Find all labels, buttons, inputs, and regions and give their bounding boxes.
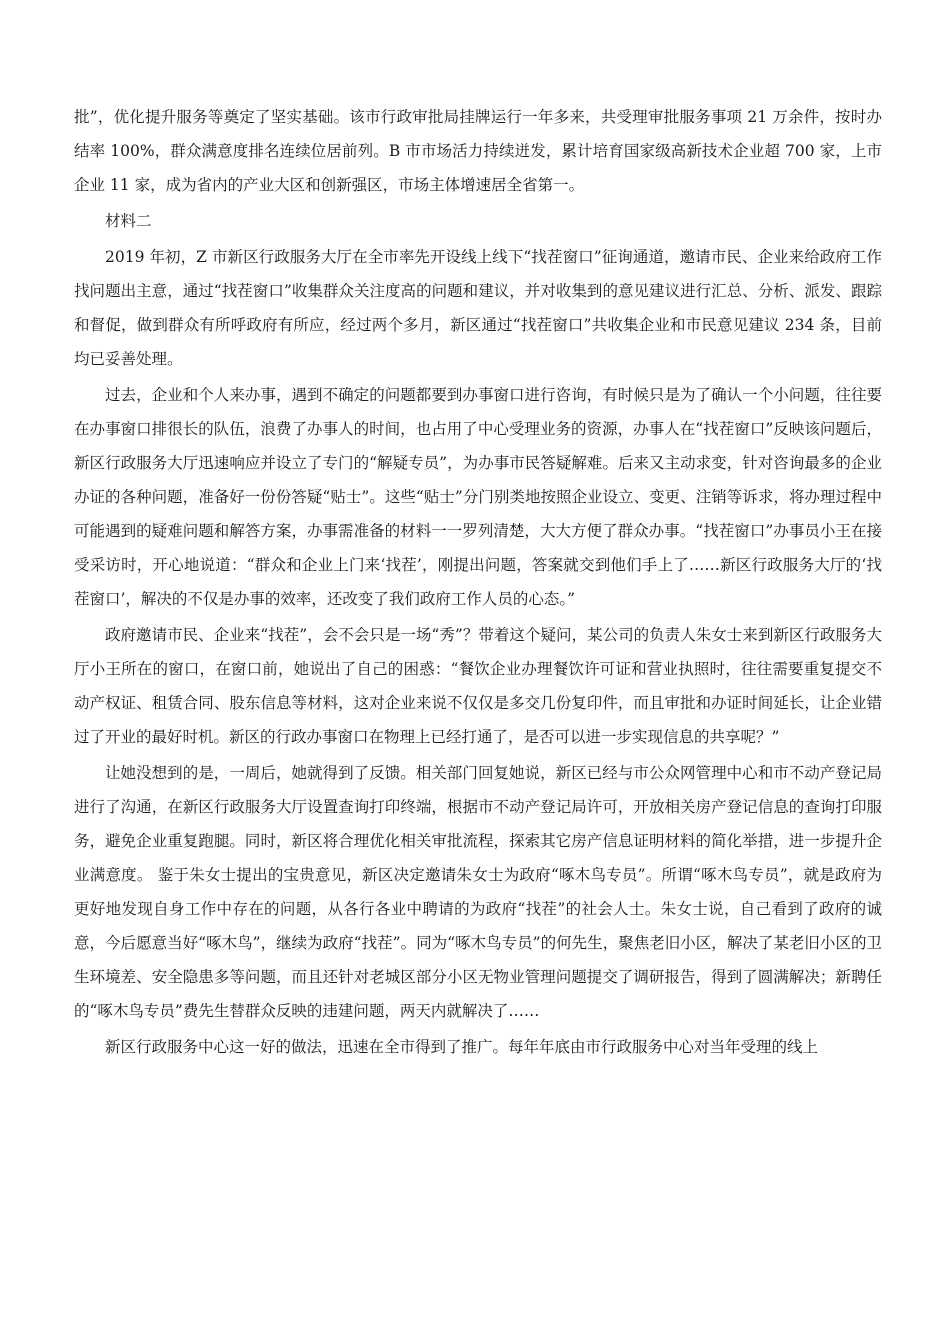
paragraph: 让她没想到的是，一周后，她就得到了反馈。相关部门回复她说，新区已经与市公众网管理中心和市不动产登记局进行了沟通，在新区行政服务大厅设置查询打印终端，根据市不动产登记局许可，开放相关房产登记信息的查询打印服务，避免企业重复跑腿。同时，新区将合理优化相关审批流程，探索其它房产信息证明材料的简化举措，进一步提升企业满意度。 鉴于朱女士提出的宝贵意见，新区决定邀请朱女士为政府“啄木鸟专员”。所谓“啄木鸟专员”，就是政府为更好地发现自身工作中存在的问题，从各行各业中聘请的为政府“找茬”的社会人士。朱女士说，自己看到了政府的诚意，今后愿意当好“啄木鸟”，继续为政府“找茬”。同为“啄木鸟专员”的何先生，聚焦老旧小区，解决了某老旧小区的卫生环境差、安全隐患多等问题，而且还针对老城区部分小区无物业管理问题提交了调研报告，得到了圆满解决；新聘任的“啄木鸟专员”费先生替群众反映的违建问题，两天内就解决了…… (74, 764, 882, 1020)
section-heading-material-two: 材料二 (105, 212, 152, 230)
paragraph: 新区行政服务中心这一好的做法，迅速在全市得到了推广。每年年底由市行政服务中心对当年受理的线上 (105, 1038, 819, 1056)
paragraph: 2019 年初，Z 市新区行政服务大厅在全市率先开设线上线下“找茬窗口”征询通道，邀请市民、企业来给政府工作找问题出主意，通过“找茬窗口”收集群众关注度高的问题和建议，并对收集到的意见建议进行汇总、分析、派发、跟踪和督促，做到群众有所呼政府有所应，经过两个多月，新区通过“找茬窗口”共收集企业和市民意见建议 234 条，目前均已妥善处理。 (74, 248, 882, 368)
document-page (74, 100, 882, 1066)
paragraph: 过去，企业和个人来办事，遇到不确定的问题都要到办事窗口进行咨询，有时候只是为了确认一个小问题，往往要在办事窗口排很长的队伍，浪费了办事人的时间，也占用了中心受理业务的资源，办事人在“找茬窗口”反映该问题后，新区行政服务大厅迅速响应并设立了专门的“解疑专员”，为办事市民答疑解难。后来又主动求变，针对咨询最多的企业办证的各种问题，准备好一份份答疑“贴士”。这些“贴士”分门别类地按照企业设立、变更、注销等诉求，将办理过程中可能遇到的疑难问题和解答方案，办事需准备的材料一一罗列清楚，大大方便了群众办事。“找茬窗口”办事员小王在接受采访时，开心地说道：“群众和企业上门来‘找茬’，刚提出问题，答案就交到他们手上了……新区行政服务大厅的‘找茬窗口’，解决的不仅是办事的效率，还改变了我们政府工作人员的心态。” (74, 386, 882, 608)
paragraph: 政府邀请市民、企业来“找茬”，会不会只是一场“秀”？带着这个疑问，某公司的负责人朱女士来到新区行政服务大厅小王所在的窗口，在窗口前，她说出了自己的困惑：“餐饮企业办理餐饮许可证和营业执照时，往往需要重复提交不动产权证、租赁合同、股东信息等材料，这对企业来说不仅仅是多交几份复印件，而且审批和办证时间延长，让企业错过了开业的最好时机。新区的行政办事窗口在物理上已经打通了，是否可以进一步实现信息的共享呢？” (74, 626, 882, 746)
paragraph-continuation: 批”，优化提升服务等奠定了坚实基础。该市行政审批局挂牌运行一年多来，共受理审批服务事项 21 万余件，按时办结率 100%，群众满意度排名连续位居前列。B 市市场活力持续迸发，累计培育国家级高新技术企业超 700 家，上市企业 11 家，成为省内的产业大区和创新强区，市场主体增速居全省第一。 (74, 108, 882, 194)
